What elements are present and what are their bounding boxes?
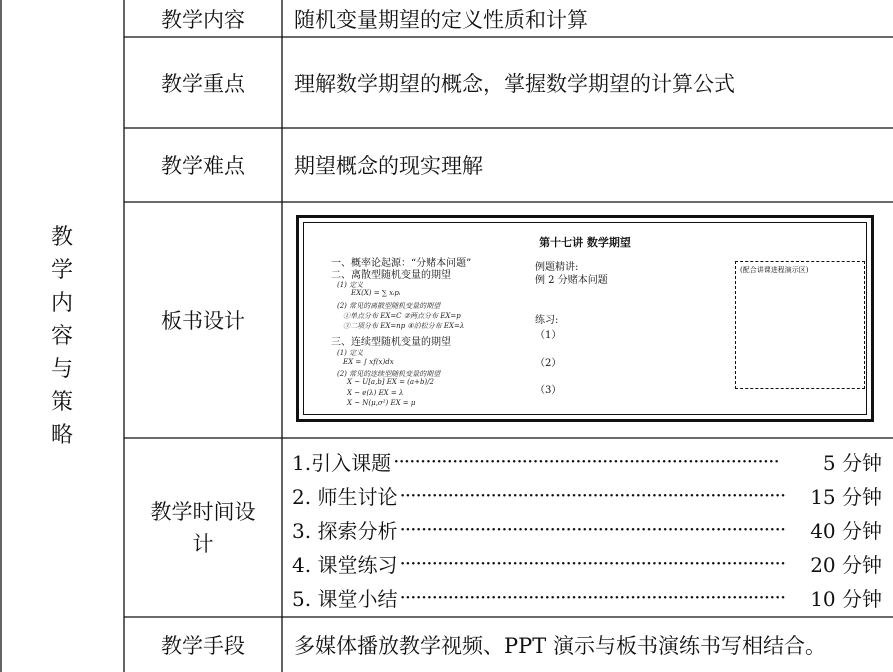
content-label: 教学内容 (161, 7, 245, 32)
board-line: (1) 定义 (337, 349, 364, 357)
time-item-duration: 20 分钟 (810, 552, 882, 577)
board-design-image (296, 215, 874, 422)
time-item-text: 5. 课堂小结 (292, 586, 398, 611)
time-item-text: 1.引入课题 (292, 450, 392, 475)
time-item (292, 444, 882, 478)
board-line: ③二项分布 EX=np ④泊松分布 EX=λ (343, 322, 465, 330)
time-item-duration: 10 分钟 (810, 586, 882, 611)
section-title-char: 略 (50, 422, 73, 448)
board-line: (2) 常见的离散型随机变量的期望 (337, 302, 441, 310)
key-points-value: 理解数学期望的概念，掌握数学期望的计算公式 (294, 71, 735, 96)
leader-dots: ········································································ (399, 585, 786, 609)
time-item-duration: 40 分钟 (810, 518, 882, 543)
section-title-char: 策 (50, 389, 73, 415)
board-line: (1) 定义 (337, 281, 364, 289)
leader-dots: ········································································ (393, 449, 779, 473)
time-item (292, 478, 882, 512)
time-item (292, 580, 882, 614)
board-line: 例 2 分赌本问题 (535, 275, 608, 286)
time-item-duration: 5 分钟 (822, 450, 882, 475)
board-title: 第十七讲 数学期望 (539, 236, 631, 249)
board-line: X ~ U[a,b] EX = (a+b)/2 (347, 378, 434, 386)
board-line: (2) 常见的连续型随机变量的期望 (337, 370, 441, 378)
content-value: 随机变量期望的定义性质和计算 (294, 7, 588, 32)
section-title (0, 0, 124, 672)
key-points-label: 教学重点 (161, 71, 245, 96)
board-line: EX = ∫ xf(x)dx (343, 358, 394, 366)
time-label-line: 教学时间设 (150, 499, 256, 524)
time-label-line: 计 (192, 531, 214, 556)
section-title-char: 容 (50, 323, 73, 349)
demo-area-label: (配合讲课进程演示区) (740, 266, 809, 274)
means-label: 教学手段 (161, 633, 245, 658)
demo-area-box (735, 261, 865, 389)
leader-dots: ········································································ (399, 551, 786, 575)
difficulties-label: 教学难点 (161, 154, 245, 178)
time-item (292, 546, 882, 580)
board-line: X ~ e(λ) EX = λ (347, 389, 404, 397)
board-line: 练习: (535, 315, 559, 326)
time-item-duration: 15 分钟 (810, 484, 882, 509)
board-label: 板书设计 (161, 309, 245, 333)
board-line: 三、连续型随机变量的期望 (331, 337, 451, 348)
time-item-text: 2. 师生讨论 (292, 484, 398, 509)
time-item-text: 4. 课堂练习 (292, 552, 398, 577)
time-item-text: 3. 探索分析 (292, 518, 398, 543)
time-label (124, 438, 282, 617)
leader-dots: ········································································ (399, 483, 786, 507)
board-line: EX(X) = ∑ xᵢpᵢ (351, 289, 401, 297)
board-line: X ~ N(μ,σ²) EX = μ (347, 399, 416, 407)
time-schedule-list (292, 444, 882, 614)
section-title-char: 内 (50, 290, 73, 316)
board-line: （1） (535, 330, 562, 341)
difficulties-value: 期望概念的现实理解 (294, 154, 483, 178)
leader-dots: ········································································ (399, 517, 786, 541)
means-value: 多媒体播放教学视频、PPT 演示与板书演练书写相结合。 (294, 633, 826, 658)
section-title-char: 与 (50, 356, 73, 382)
board-line: 例题精讲: (535, 262, 579, 273)
board-line: （2） (535, 358, 562, 369)
board-line: 二、离散型随机变量的期望 (331, 270, 451, 281)
board-line: 一、概率论起源：“分赌本问题” (331, 258, 472, 269)
section-title-char: 教 (50, 224, 73, 250)
board-line: （3） (535, 385, 562, 396)
section-title-char: 学 (50, 257, 73, 283)
board-line: ①单点分布 EX=C ②两点分布 EX=p (343, 312, 461, 320)
time-item (292, 512, 882, 546)
